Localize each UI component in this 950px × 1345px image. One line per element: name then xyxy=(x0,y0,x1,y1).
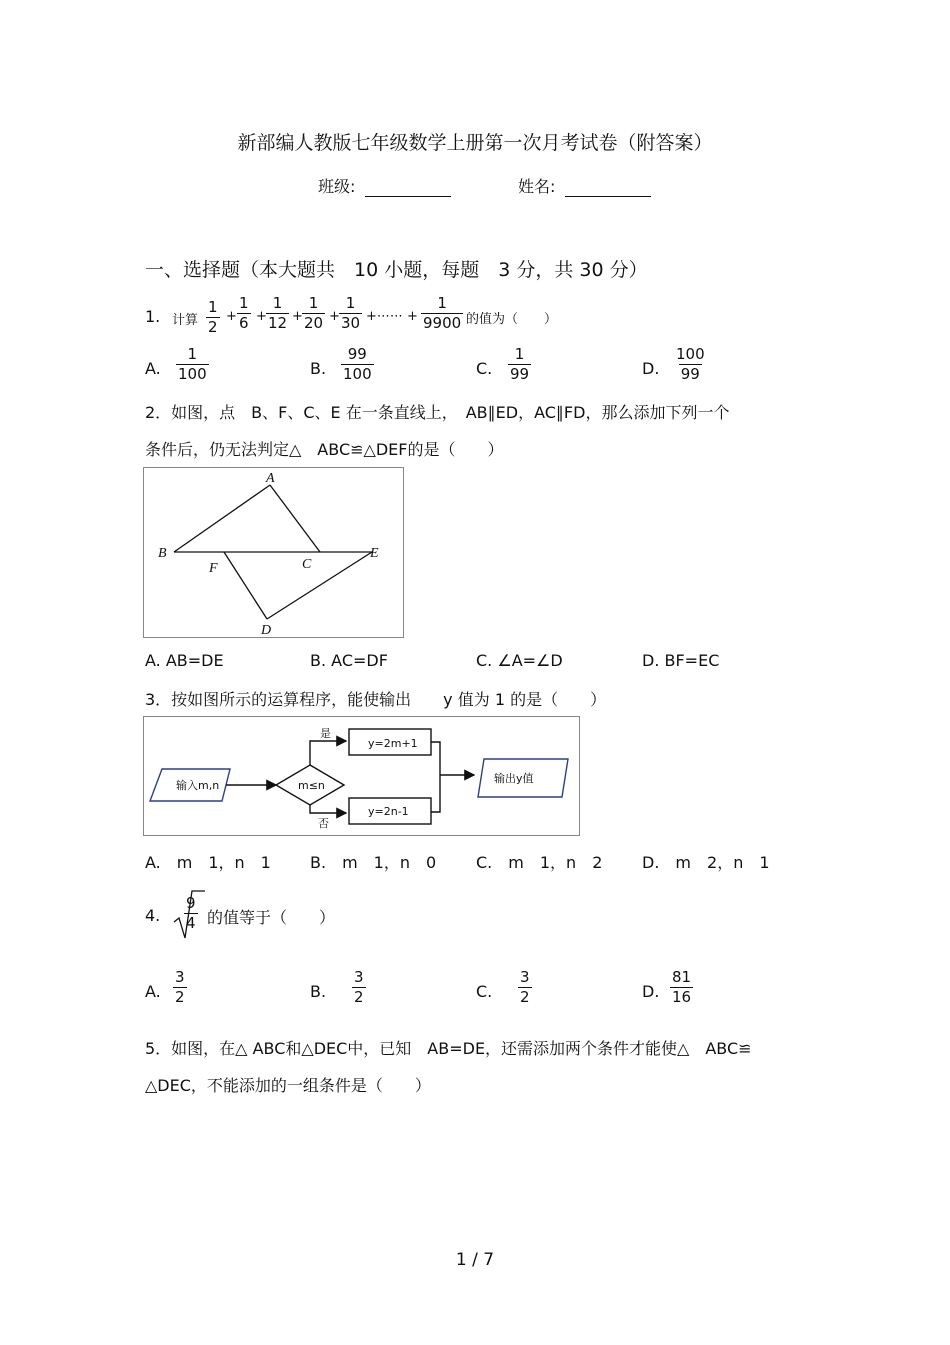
q2-option-a[interactable]: A. AB=DE xyxy=(145,651,224,670)
q1-term: $\frac{1}{9900}$ xyxy=(423,294,462,332)
q4-number: 4. xyxy=(145,906,161,925)
q1-term: $\frac{1}{12}$ xyxy=(268,294,288,332)
q3-option-a[interactable]: A. m 1，n 1 xyxy=(145,853,271,872)
q4-option-a[interactable]: $\frac{3}{2}$ xyxy=(175,968,185,1006)
q3-option-d[interactable]: D. m 2，n 1 xyxy=(642,853,770,872)
q4-radicand: $\frac{9}{4}$ xyxy=(186,894,196,932)
label-e: E xyxy=(370,546,379,561)
option-label: C. xyxy=(476,982,493,1001)
name-label: 姓名: xyxy=(518,177,556,196)
q4-suffix: 的值等于（ ） xyxy=(207,908,336,927)
q1-number: 1. xyxy=(145,307,161,326)
page-number: 1 / 7 xyxy=(455,1250,495,1270)
q5-line1: 5．如图，在△ ABC和△DEC中，已知 AB=DE，还需添加两个条件才能使△ ABC≌ xyxy=(145,1039,752,1058)
option-label: B. xyxy=(310,359,327,378)
flow-top-box: y=2m+1 xyxy=(368,737,418,750)
option-label: A. xyxy=(145,359,161,378)
flow-bottom-box: y=2n-1 xyxy=(368,805,409,818)
class-field xyxy=(318,174,451,197)
q2-line1: 2．如图，点 B、F、C、E 在一条直线上， AB∥ED，AC∥FD，那么添加下列一个 xyxy=(145,403,730,422)
plus-sign: + xyxy=(226,309,237,324)
q2-line2: 条件后，仍无法判定△ ABC≌△DEF的是（ ） xyxy=(145,440,504,459)
q1-suffix: 的值为（ ） xyxy=(466,312,558,327)
q1-option-b[interactable]: $\frac{99}{100}$ xyxy=(343,345,372,383)
flow-input: 输入m,n xyxy=(176,779,220,792)
q1-prefix: 计算 xyxy=(172,313,199,328)
q3-flowchart xyxy=(143,716,580,836)
q2-option-d[interactable]: D. BF=EC xyxy=(642,651,720,670)
q2-figure xyxy=(143,467,404,638)
flow-yes: 是 xyxy=(320,727,331,740)
label-b: B xyxy=(158,546,167,561)
plus-sign: + xyxy=(292,309,303,324)
ellipsis: +⋯⋯ + xyxy=(366,309,418,324)
q4-option-d[interactable]: $\frac{81}{16}$ xyxy=(672,968,692,1006)
page-title: 新部编人教版七年级数学上册第一次月考试卷（附答案） xyxy=(237,132,713,154)
q3-line: 3．按如图所示的运算程序，能使输出 y 值为 1 的是（ ） xyxy=(145,690,607,709)
plus-sign: + xyxy=(256,309,267,324)
q1-option-a[interactable]: $\frac{1}{100}$ xyxy=(178,345,207,383)
q2-option-b[interactable]: B. AC=DF xyxy=(310,651,388,670)
label-d: D xyxy=(261,623,272,637)
flowchart-diagram xyxy=(144,717,579,835)
q1-term: $\frac{1}{2}$ xyxy=(208,298,218,336)
q1-option-d[interactable]: $\frac{100}{99}$ xyxy=(676,345,705,383)
name-blank xyxy=(565,178,651,197)
q4-option-c[interactable]: $\frac{3}{2}$ xyxy=(520,968,530,1006)
section-heading: 一、选择题（本大题共 10 小题，每题 3 分，共 30 分） xyxy=(145,259,648,281)
q5-line2: △DEC，不能添加的一组条件是（ ） xyxy=(145,1076,431,1095)
flow-no: 否 xyxy=(318,817,329,830)
q3-option-c[interactable]: C. m 1，n 2 xyxy=(476,853,603,872)
option-label: D. xyxy=(642,982,660,1001)
class-label: 班级: xyxy=(318,177,356,196)
flow-condition: m≤n xyxy=(298,779,325,792)
plus-sign: + xyxy=(329,309,340,324)
label-c: C xyxy=(302,557,312,572)
name-field xyxy=(518,174,651,197)
q1-option-c[interactable]: $\frac{1}{99}$ xyxy=(510,345,530,383)
class-blank xyxy=(365,178,451,197)
q1-term: $\frac{1}{20}$ xyxy=(304,294,324,332)
flow-output: 输出y值 xyxy=(494,772,534,785)
q3-option-b[interactable]: B. m 1，n 0 xyxy=(310,853,437,872)
q1-term: $\frac{1}{30}$ xyxy=(341,294,361,332)
q2-option-c[interactable]: C. ∠A=∠D xyxy=(476,651,563,670)
q1-term: $\frac{1}{6}$ xyxy=(239,294,249,332)
option-label: D. xyxy=(642,359,660,378)
triangles-diagram xyxy=(144,468,403,637)
option-label: C. xyxy=(476,359,493,378)
option-label: A. xyxy=(145,982,161,1001)
option-label: B. xyxy=(310,982,327,1001)
label-f: F xyxy=(209,561,218,576)
q4-option-b[interactable]: $\frac{3}{2}$ xyxy=(354,968,364,1006)
label-a: A xyxy=(266,471,275,486)
